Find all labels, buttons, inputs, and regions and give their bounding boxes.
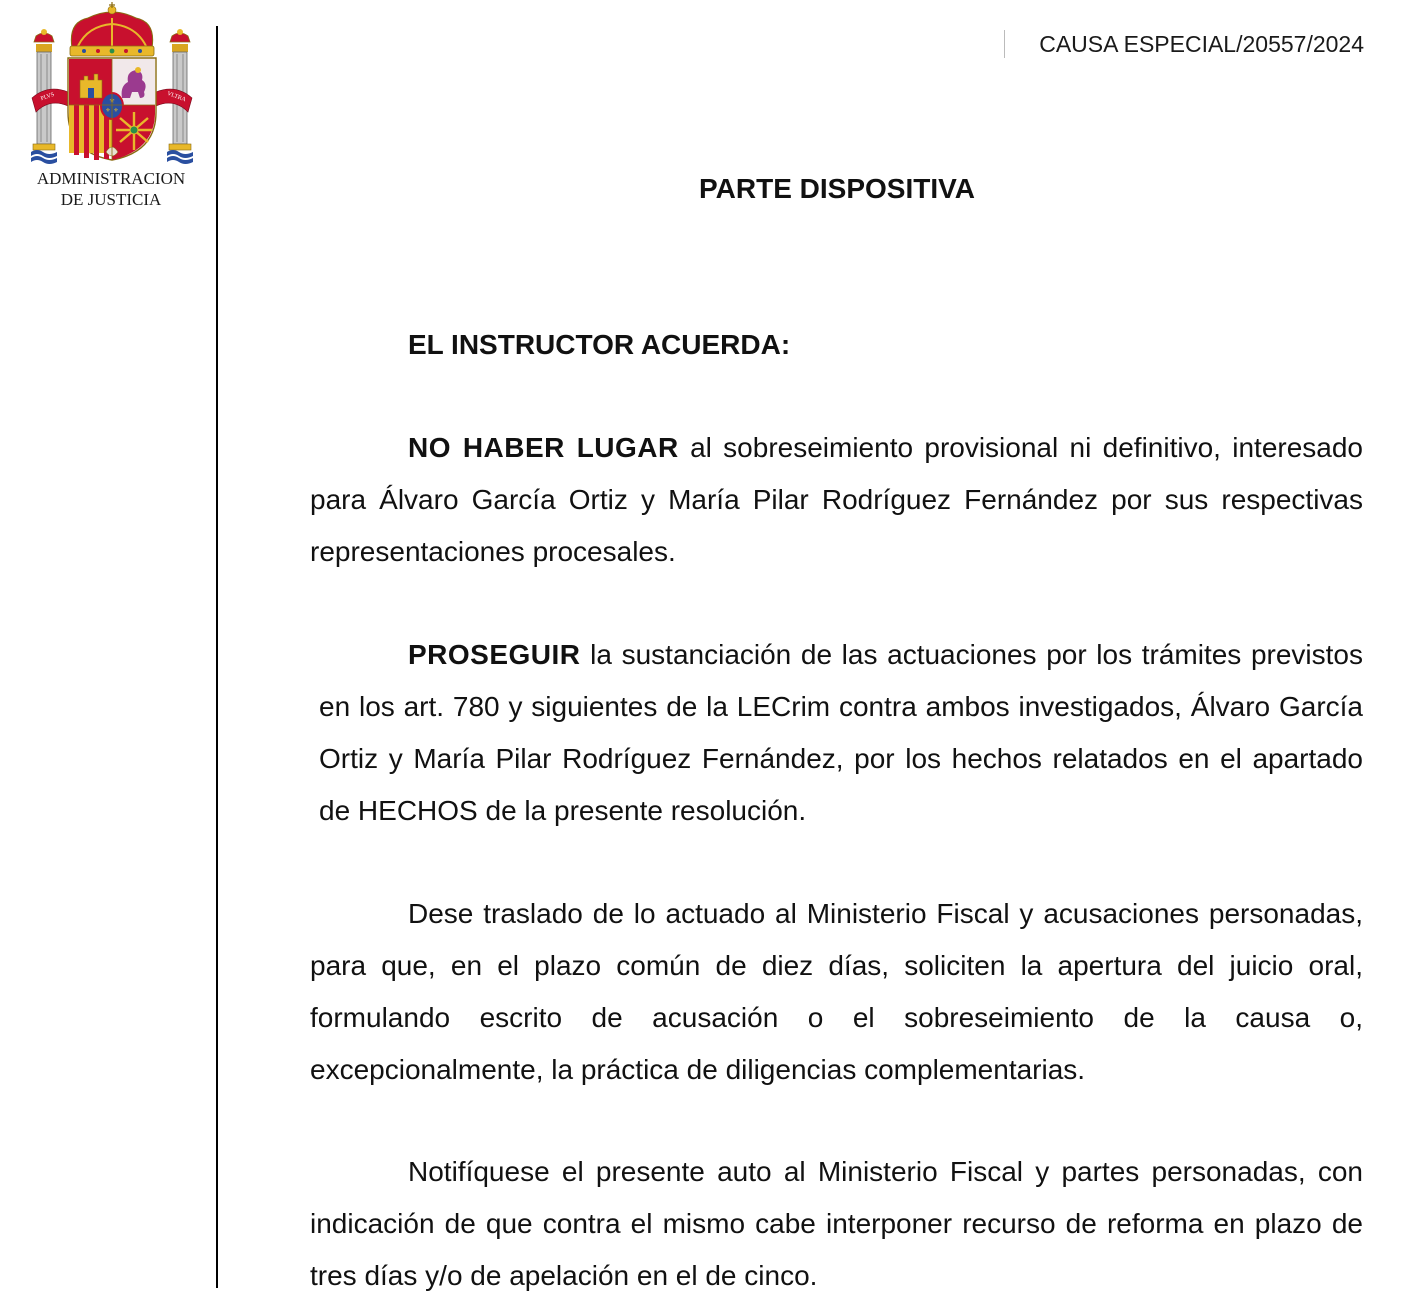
shield — [68, 58, 156, 160]
paragraph-text: Dese traslado de lo actuado al Ministerio Fiscal y acusaciones personadas, para que, en el plazo común de diez días, soliciten la apertura del juicio oral, formulando escrito de acusación o el sobreseimiento de la causa o, excepcionalmente, la práctica de diligencias complementarias. — [310, 898, 1363, 1085]
margin-rule — [216, 26, 218, 1288]
svg-text:⚜: ⚜ — [113, 107, 119, 114]
resolution-paragraph — [310, 888, 1363, 1096]
institution-line-2: DE JUSTICIA — [60, 190, 162, 209]
paragraph-lead: NO HABER LUGAR — [408, 432, 679, 463]
resolution-paragraph — [310, 1146, 1363, 1302]
coat-of-arms-icon — [28, 2, 196, 166]
crown — [70, 2, 154, 56]
case-reference: CAUSA ESPECIAL/20557/2024 — [1039, 31, 1364, 57]
resolution-paragraph — [319, 629, 1363, 837]
institution-line-1: ADMINISTRACION — [36, 169, 186, 188]
paragraph-text: Notifíquese el presente auto al Ministerio Fiscal y partes personadas, con indicación de que contra el mismo cabe interponer recurso de reforma en plazo de tres días y/o de apelación en el de cinco. — [310, 1156, 1363, 1291]
svg-text:VLTRA: VLTRA — [166, 90, 187, 104]
resolution-paragraph — [310, 422, 1363, 578]
paragraph-lead: PROSEGUIR — [408, 639, 581, 670]
svg-text:⚜: ⚜ — [105, 107, 111, 114]
section-title: PARTE DISPOSITIVA — [699, 173, 975, 204]
svg-text:PLVS: PLVS — [39, 91, 56, 103]
svg-text:⚜: ⚜ — [108, 97, 116, 105]
paragraph-text: la sustanciación de las actuaciones por los trámites previstos en los art. 780 y siguientes de la LECrim contra ambos investigados, Álvaro García Ortiz y María Pilar Rodríguez Fernández, por los hechos relatados en el apartado de HECHOS de la presente resolución. — [319, 639, 1363, 826]
agreement-heading: EL INSTRUCTOR ACUERDA: — [408, 329, 791, 360]
institution-label — [22, 168, 200, 210]
paragraph-text: al sobreseimiento provisional ni definitivo, interesado para Álvaro García Ortiz y María Pilar Rodríguez Fernández por sus respectivas representaciones procesales. — [310, 432, 1364, 567]
case-reference-divider — [1004, 30, 1005, 58]
